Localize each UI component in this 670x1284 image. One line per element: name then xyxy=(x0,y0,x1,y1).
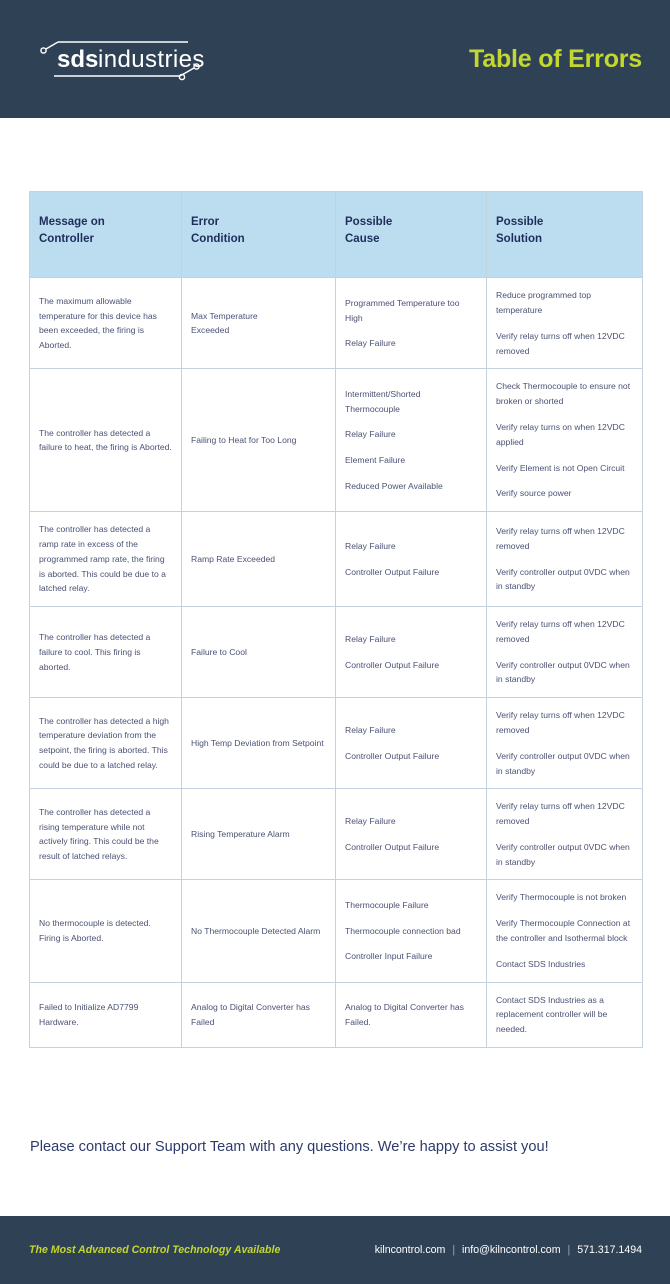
cell-possible-solution-item: Verify controller output 0VDC when in standby xyxy=(496,750,630,776)
logo-text-light: industries xyxy=(98,46,205,73)
cell-error-condition xyxy=(182,880,336,982)
support-message: Please contact our Support Team with any questions. We’re happy to assist you! xyxy=(30,1139,549,1155)
table-header-row xyxy=(30,192,643,278)
column-header-possible-cause xyxy=(336,192,487,278)
cell-error-condition-item: No Thermocouple Detected Alarm xyxy=(191,925,321,936)
page-footer xyxy=(0,1216,670,1284)
cell-possible-cause-item: Controller Output Failure xyxy=(345,659,440,670)
cell-possible-cause-item: Controller Input Failure xyxy=(345,951,433,962)
cell-possible-cause-item: Controller Output Failure xyxy=(345,750,440,761)
cell-possible-cause-item: Reduced Power Available xyxy=(345,480,443,491)
cell-message-on-controller: The controller has detected a failure to cool. This firing is aborted. xyxy=(30,607,182,698)
column-header-line2: Cause xyxy=(345,232,380,245)
column-header-line1: Error xyxy=(191,216,220,228)
cell-message-on-controller: The controller has detected a failure to heat, the firing is Aborted. xyxy=(30,369,182,512)
cell-possible-solution-item: Reduce programmed top temperature xyxy=(496,290,592,316)
cell-possible-solution-item: Verify controller output 0VDC when in standby xyxy=(496,566,630,592)
cell-possible-cause-item: Relay Failure xyxy=(345,816,396,827)
cell-possible-cause-item: Relay Failure xyxy=(345,338,396,349)
page-title: Table of Errors xyxy=(469,44,642,73)
cell-possible-cause-item: Analog to Digital Converter has Failed. xyxy=(345,1001,464,1027)
cell-possible-solution-item: Verify relay turns off when 12VDC removed xyxy=(496,619,625,644)
cell-error-condition-item: Failure to Cool xyxy=(191,646,247,657)
column-header-line1: Possible xyxy=(496,216,544,228)
cell-message-on-controller: No thermocouple is detected. Firing is Aborted. xyxy=(30,880,182,982)
page-header xyxy=(0,0,670,118)
cell-possible-cause-item: Relay Failure xyxy=(345,429,396,440)
cell-error-condition xyxy=(182,607,336,698)
cell-possible-cause-item: Controller Output Failure xyxy=(345,566,440,577)
footer-tagline: The Most Advanced Control Technology Available xyxy=(29,1244,281,1256)
cell-possible-solution xyxy=(487,512,643,607)
cell-possible-solution-item: Contact SDS Industries as a replacement controller will be needed. xyxy=(496,994,608,1035)
cell-possible-cause xyxy=(336,512,487,607)
footer-separator-1: | xyxy=(452,1244,456,1256)
footer-contact-info xyxy=(375,1244,642,1256)
cell-possible-solution-item: Verify Thermocouple Connection at the controller and Isothermal block xyxy=(496,918,631,943)
cell-possible-solution xyxy=(487,369,643,512)
cell-message-on-controller: The maximum allowable temperature for this device has been exceeded, the firing is Aborted. xyxy=(30,278,182,369)
table-row xyxy=(30,698,643,789)
column-header-line2: Solution xyxy=(496,232,542,245)
cell-error-condition-item: Max Temperature xyxy=(191,310,258,321)
footer-phone[interactable]: 571.317.1494 xyxy=(577,1244,642,1256)
cell-possible-cause-item: Thermocouple Failure xyxy=(345,899,429,910)
cell-error-condition-item: Failing to Heat for Too Long xyxy=(191,434,297,445)
footer-website[interactable]: kilncontrol.com xyxy=(374,1244,446,1256)
table-row xyxy=(30,278,643,369)
column-header-line1: Message on xyxy=(39,216,105,228)
cell-possible-cause-item: Thermocouple connection bad xyxy=(345,925,461,936)
table-row xyxy=(30,982,643,1047)
table-row xyxy=(30,512,643,607)
cell-possible-solution-item: Verify relay turns off when 12VDC removed xyxy=(496,801,625,827)
errors-table-container xyxy=(29,191,642,1048)
cell-possible-solution-item: Verify Thermocouple is not broken xyxy=(496,892,627,903)
cell-error-condition-item: Exceeded xyxy=(191,325,230,336)
column-header-line1: Possible xyxy=(345,216,393,228)
cell-possible-cause xyxy=(336,982,487,1047)
cell-error-condition xyxy=(182,789,336,880)
cell-possible-solution xyxy=(487,607,643,698)
cell-error-condition xyxy=(182,512,336,607)
cell-error-condition-item: Analog to Digital Converter has Failed xyxy=(191,1001,310,1027)
cell-error-condition xyxy=(182,982,336,1047)
cell-possible-cause xyxy=(336,607,487,698)
table-row xyxy=(30,607,643,698)
cell-possible-solution-item: Check Thermocouple to ensure not broken or shorted xyxy=(496,381,631,407)
column-header-possible-solution xyxy=(487,192,643,278)
cell-possible-cause-item: Relay Failure xyxy=(345,633,396,644)
logo-text-bold: sds xyxy=(57,46,99,73)
cell-message-on-controller: The controller has detected a ramp rate in excess of the programmed ramp rate, the firing is aborted. This could be due to a latched relay. xyxy=(30,512,182,607)
cell-possible-solution-item: Verify Element is not Open Circuit xyxy=(496,462,625,473)
column-header-line2: Condition xyxy=(191,232,245,245)
cell-possible-solution xyxy=(487,982,643,1047)
cell-possible-solution-item: Verify controller output 0VDC when in standby xyxy=(496,841,630,867)
cell-possible-cause xyxy=(336,369,487,512)
table-header xyxy=(30,192,643,278)
cell-error-condition-item: High Temp Deviation from Setpoint xyxy=(191,737,324,748)
footer-email[interactable]: info@kilncontrol.com xyxy=(462,1244,561,1256)
table-row xyxy=(30,880,643,982)
cell-possible-cause xyxy=(336,278,487,369)
header-divider xyxy=(0,118,670,121)
cell-message-on-controller: The controller has detected a rising temperature while not actively firing. This could be the result of latched relays. xyxy=(30,789,182,880)
cell-possible-cause xyxy=(336,789,487,880)
cell-possible-cause-item: Element Failure xyxy=(345,455,406,466)
sds-industries-logo xyxy=(28,33,228,85)
errors-table xyxy=(29,191,643,1048)
cell-error-condition xyxy=(182,698,336,789)
cell-possible-solution xyxy=(487,698,643,789)
column-header-message-on-controller xyxy=(30,192,182,278)
cell-possible-solution-item: Verify relay turns off when 12VDC removed xyxy=(496,526,625,551)
table-row xyxy=(30,789,643,880)
cell-message-on-controller: Failed to Initialize AD7799 Hardware. xyxy=(30,982,182,1047)
cell-error-condition xyxy=(182,369,336,512)
cell-possible-solution xyxy=(487,278,643,369)
column-header-error-condition xyxy=(182,192,336,278)
cell-message-on-controller: The controller has detected a high temperature deviation from the setpoint, the firing is aborted. This could be due to a latched relay. xyxy=(30,698,182,789)
cell-possible-cause xyxy=(336,698,487,789)
cell-possible-solution-item: Verify relay turns off when 12VDC removed xyxy=(496,710,625,735)
cell-possible-cause-item: Relay Failure xyxy=(345,540,396,551)
cell-possible-solution xyxy=(487,880,643,982)
table-row xyxy=(30,369,643,512)
cell-possible-solution-item: Contact SDS Industries xyxy=(496,958,586,969)
cell-error-condition-item: Rising Temperature Alarm xyxy=(191,828,290,839)
cell-possible-solution xyxy=(487,789,643,880)
cell-possible-solution-item: Verify controller output 0VDC when in standby xyxy=(496,659,630,685)
column-header-line2: Controller xyxy=(39,232,94,245)
table-body xyxy=(30,278,643,1048)
footer-separator-2: | xyxy=(567,1244,571,1256)
cell-error-condition xyxy=(182,278,336,369)
cell-possible-solution-item: Verify relay turns on when 12VDC applied xyxy=(496,422,625,447)
cell-possible-solution-item: Verify relay turns off when 12VDC removed xyxy=(496,330,625,356)
cell-possible-cause xyxy=(336,880,487,982)
cell-error-condition-item: Ramp Rate Exceeded xyxy=(191,553,276,564)
cell-possible-cause-item: Controller Output Failure xyxy=(345,841,440,852)
cell-possible-cause-item: Relay Failure xyxy=(345,724,396,735)
cell-possible-solution-item: Verify source power xyxy=(496,488,572,499)
cell-possible-cause-item: Programmed Temperature too High xyxy=(345,297,460,323)
cell-possible-cause-item: Intermittent/Shorted Thermocouple xyxy=(345,388,421,414)
